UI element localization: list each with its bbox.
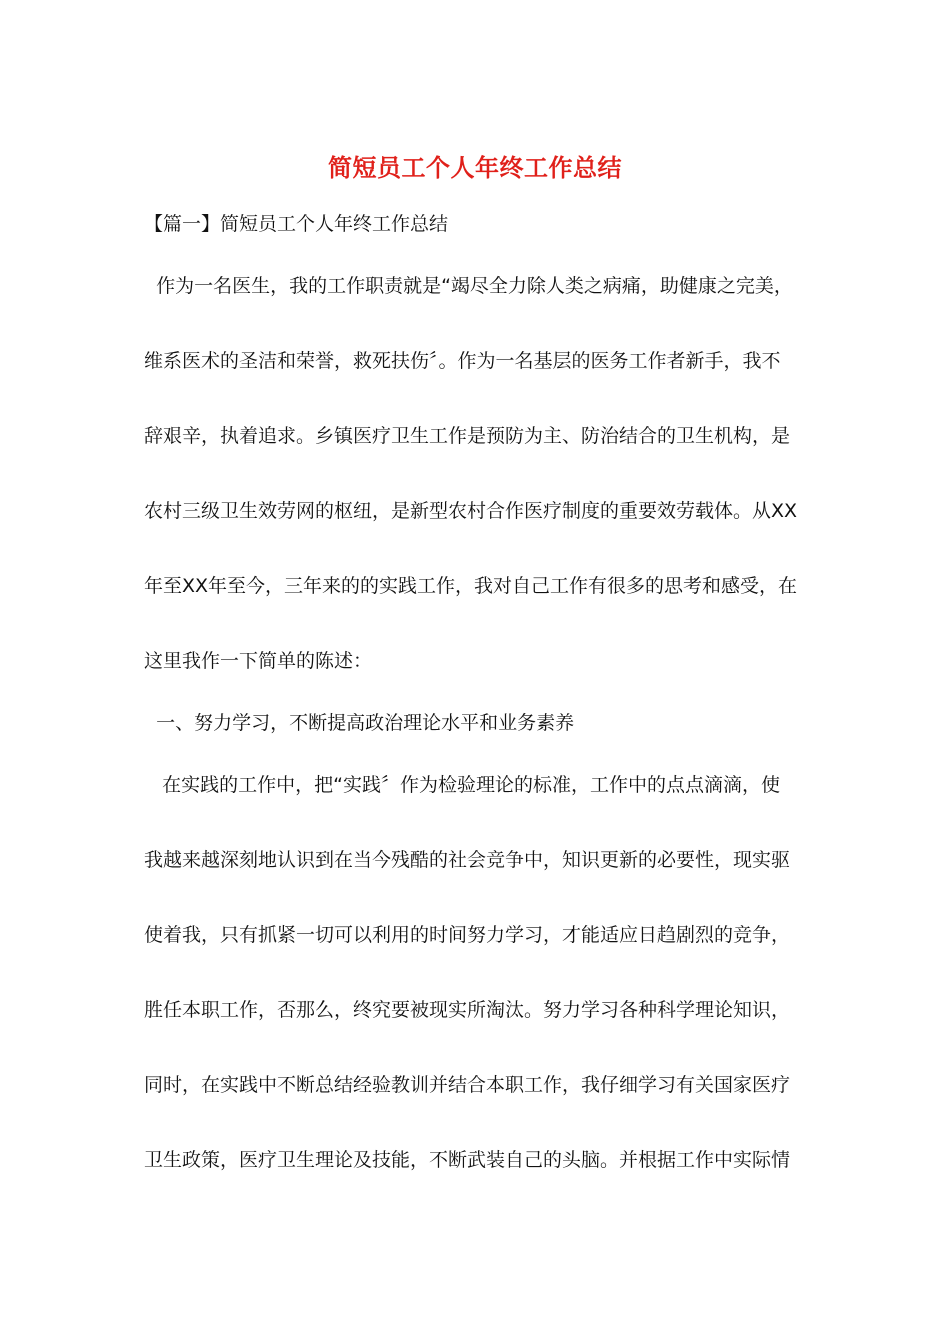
paragraph-line-12: 卫生政策，医疗卫生理论及技能，不断武装自己的头脑。并根据工作中实际情 bbox=[144, 1149, 791, 1171]
section-heading-part-one: 【篇一】简短员工个人年终工作总结 bbox=[144, 213, 449, 235]
paragraph-line-10: 胜任本职工作，否那么，终究要被现实所淘汰。努力学习各种科学理论知识， bbox=[144, 999, 791, 1021]
paragraph-line-8: 我越来越深刻地认识到在当今残酷的社会竞争中，知识更新的必要性，现实驱 bbox=[144, 849, 791, 871]
subheading-one: 一、努力学习，不断提高政治理论水平和业务素养 bbox=[144, 712, 575, 734]
paragraph-line-6: 这里我作一下简单的陈述： bbox=[144, 650, 373, 672]
paragraph-line-7: 在实践的工作中，把“实践〞作为检验理论的标准，工作中的点点滴滴，使 bbox=[144, 774, 780, 796]
paragraph-line-11: 同时，在实践中不断总结经验教训并结合本职工作，我仔细学习有关国家医疗 bbox=[144, 1074, 791, 1096]
paragraph-line-2: 维系医术的圣洁和荣誉，救死扶伤〞。作为一名基层的医务工作者新手，我不 bbox=[144, 350, 781, 372]
paragraph-line-5: 年至XX年至今，三年来的的实践工作，我对自己工作有很多的思考和感受，在 bbox=[144, 575, 798, 597]
paragraph-line-4: 农村三级卫生效劳网的枢纽，是新型农村合作医疗制度的重要效劳载体。从XX bbox=[144, 500, 798, 522]
paragraph-line-3: 辞艰辛，执着追求。乡镇医疗卫生工作是预防为主、防治结合的卫生机构，是 bbox=[144, 425, 791, 447]
paragraph-line-9: 使着我，只有抓紧一切可以利用的时间努力学习，才能适应日趋剧烈的竞争， bbox=[144, 924, 791, 946]
paragraph-line-1: 作为一名医生，我的工作职责就是“竭尽全力除人类之病痛，助健康之完美， bbox=[144, 275, 793, 297]
document-title: 简短员工个人年终工作总结 bbox=[328, 153, 622, 182]
